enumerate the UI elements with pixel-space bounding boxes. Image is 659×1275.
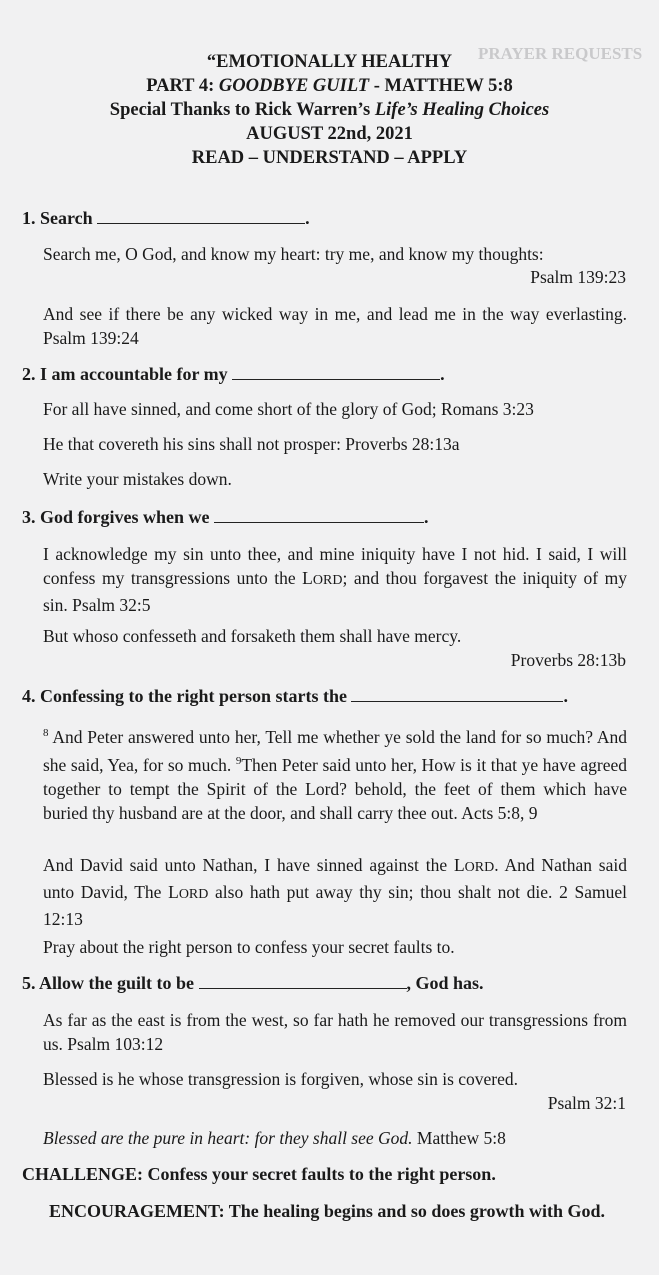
point-2-heading: 2. I am accountable for my . [22,364,445,384]
point-2-note: Write your mistakes down. [43,469,232,489]
point-4-note: Pray about the right person to confess your secret faults to. [43,937,455,957]
sermon-header [0,50,659,170]
key-verse: Blessed are the pure in heart: for they shall see God. Matthew 5:8 [43,1128,506,1148]
point-4-verse-1: $^8$ And Peter answered unto her, Tell me whether ye sold the land for so much? And she said, Yea, for so much. $^9$Then Peter said unto her, How is it that ye have agreed together to tempt the Spirit of the Lord? behold, the feet of them which have buried thy husband are at the door, and shall carry thee out. Acts 5:8, 9 [43,726,627,823]
point-4-verse-2: And David said unto Nathan, I have sinned against the LORD. And Nathan said unto David, The LORD also hath put away thy sin; thou shalt not die. 2 Samuel 12:13 [43,855,627,929]
point-1-verse-1-ref: Psalm 139:23 [530,267,626,287]
point-4-heading: 4. Confessing to the right person starts the . [22,686,568,706]
point-1-heading: 1. Search . [22,208,310,228]
point-5-verse-1: As far as the east is from the west, so far hath he removed our transgressions from us. Psalm 103:12 [43,1010,627,1054]
point-1-blank [97,208,305,224]
series-title: “EMOTIONALLY HEALTHY [206,52,453,72]
point-3-verse-2: But whoso confesseth and forsaketh them shall have mercy. [43,626,462,646]
point-1-verse-2: And see if there be any wicked way in me, and lead me in the way everlasting. Psalm 139:24 [43,304,627,348]
point-5-blank [199,973,407,989]
point-2-blank [232,364,440,380]
sermon-subtitle: READ – UNDERSTAND – APPLY [191,148,468,168]
point-3-verse-2-ref: Proverbs 28:13b [510,650,626,670]
point-1-verse-1: Search me, O God, and know my heart: try me, and know my thoughts: [43,244,544,264]
point-5-verse-2-ref: Psalm 32:1 [547,1093,626,1113]
credit-line: Special Thanks to Rick Warren’s Life’s Healing Choices [109,100,550,120]
point-2-verse-1: For all have sinned, and come short of the glory of God; Romans 3:23 [43,399,534,419]
encouragement-text: ENCOURAGEMENT: The healing begins and so does growth with God. [48,1201,606,1221]
sermon-date: AUGUST 22nd, 2021 [246,124,413,144]
part-title: PART 4: GOODBYE GUILT - MATTHEW 5:8 [146,76,513,96]
bleed-through-title: PRAYER REQUESTS [478,44,643,63]
point-3-blank [214,507,424,523]
point-5-heading: 5. Allow the guilt to be , God has. [22,973,484,993]
point-3-verse-1: I acknowledge my sin unto thee, and mine iniquity have I not hid. I said, I will confess my transgressions unto the LORD; and thou forgavest the iniquity of my sin. Psalm 32:5 [43,544,627,615]
point-4-blank [351,686,563,702]
point-2-verse-2: He that covereth his sins shall not prosper: Proverbs 28:13a [43,434,460,454]
challenge-text: CHALLENGE: Confess your secret faults to the right person. [22,1164,496,1184]
point-5-verse-2: Blessed is he whose transgression is forgiven, whose sin is covered. [43,1069,519,1089]
point-3-heading: 3. God forgives when we . [22,507,429,527]
